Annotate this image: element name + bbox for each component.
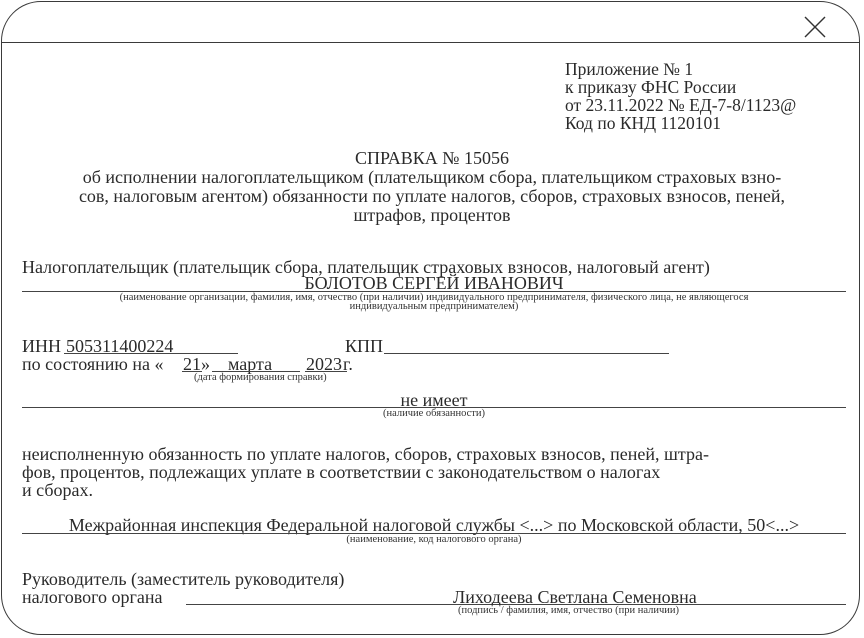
obligation-value: не имеет	[400, 390, 468, 410]
inn-value: 505311400224	[66, 336, 174, 356]
date-hint: (дата формирования справки)	[194, 372, 327, 383]
taxpayer-name: БОЛОТОВ СЕРГЕЙ ИВАНОВИЧ	[304, 273, 564, 293]
date-day: 21	[183, 354, 201, 374]
signature-label-line-2: налогового органа	[22, 587, 163, 607]
appendix-line-4: Код по КНД 1120101	[565, 113, 722, 133]
certificate-subtitle-line: сов, налоговым агентом) обязанности по уплате налогов, сборов, страховых взносов, пеней,	[78, 186, 786, 206]
tax-authority-name: Межрайонная инспекция Федеральной налоговой службы <...> по Московской области, 50<...>	[68, 515, 800, 535]
kpp-underline	[384, 353, 669, 354]
kpp-label: КПП	[345, 336, 384, 356]
tax-authority-hint: (наименование, код налогового органа)	[346, 534, 522, 545]
date-month: марта	[228, 354, 273, 374]
date-suffix: г.	[343, 354, 353, 374]
body-text-line: и сборах.	[22, 480, 93, 500]
body-text-line: неисполненную обязанность по уплате налогов, сборов, страховых взносов, пеней, штра-	[22, 444, 709, 464]
date-prefix: по состоянию на «	[22, 354, 164, 374]
obligation-hint: (наличие обязанности)	[383, 408, 485, 419]
window-titlebar	[2, 2, 859, 43]
certificate-title: СПРАВКА № 15056	[355, 148, 509, 168]
certificate-subtitle-line: об исполнении налогоплательщиком (плательщиком сбора, плательщиком страховых взно-	[82, 167, 782, 187]
appendix-line-1: Приложение № 1	[565, 59, 694, 79]
date-year: 2023	[306, 354, 342, 374]
appendix-line-2: к приказу ФНС России	[565, 77, 737, 97]
body-text-line: фов, процентов, подлежащих уплате в соответствии с законодательством о налогах	[22, 462, 661, 482]
date-day-close: »	[201, 354, 210, 374]
taxpayer-hint-line-2: индивидуальным предпринимателем)	[349, 301, 519, 312]
inn-label: ИНН	[22, 336, 61, 356]
taxpayer-hint-line-1: (наименование организации, фамилия, имя, отчество (при наличии) индивидуального предпринимателя, физического лица, не являющегося	[119, 292, 749, 303]
taxpayer-label: Налогоплательщик (плательщик сбора, плательщик страховых взносов, налоговый агент)	[22, 257, 710, 277]
close-x-icon	[803, 15, 827, 39]
close-button[interactable]	[803, 15, 827, 39]
certificate-heading	[20, 149, 844, 225]
certificate-subtitle-line: штрафов, процентов	[353, 205, 511, 225]
signer-name: Лиходеева Светлана Семеновна	[453, 587, 697, 607]
appendix-line-3: от 23.11.2022 № ЕД-7-8/1123@	[565, 95, 797, 115]
signature-label-line-1: Руководитель (заместитель руководителя)	[22, 569, 345, 589]
appendix-block	[565, 60, 796, 132]
signature-hint: (подпись / фамилия, имя, отчество (при наличии)	[458, 605, 680, 616]
